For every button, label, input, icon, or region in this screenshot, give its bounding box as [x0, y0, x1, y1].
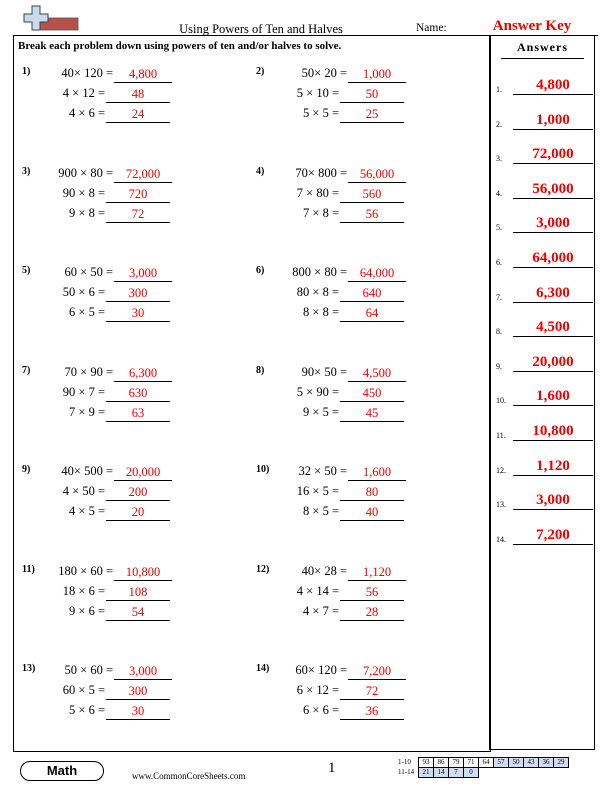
answer-blank[interactable]: 300 — [106, 286, 170, 302]
problem-number: 2) — [256, 66, 265, 77]
answer-number: 1. — [496, 85, 502, 94]
answer-row — [491, 145, 597, 165]
score-cell: 71 — [464, 758, 479, 768]
score-row-label: 1-10 — [398, 758, 411, 766]
score-row — [398, 768, 569, 778]
score-cell: 86 — [434, 758, 449, 768]
equation-expression: 90× 50 = — [301, 364, 347, 379]
answer-blank[interactable]: 64 — [340, 306, 404, 322]
equation-expression: 6 × 5 = — [69, 305, 105, 319]
answer-blank[interactable]: 64,000 — [348, 266, 406, 282]
answer-value[interactable]: 10,800 — [513, 423, 593, 441]
answer-blank[interactable]: 3,000 — [114, 664, 172, 680]
problem-number: 1) — [22, 66, 31, 77]
score-cell: 43 — [524, 758, 539, 768]
equation-expression: 50 × 6 = — [62, 285, 105, 299]
score-cell: 57 — [494, 758, 509, 768]
answer-blank[interactable]: 3,000 — [114, 266, 172, 282]
answer-blank[interactable]: 4,800 — [114, 67, 172, 83]
equation-line — [256, 604, 476, 622]
answer-number: 13. — [496, 500, 506, 510]
equation-expression: 16 × 5 = — [296, 484, 339, 498]
answer-value[interactable]: 3,000 — [513, 215, 593, 233]
equation-line — [22, 663, 242, 681]
answer-row — [491, 111, 597, 131]
answer-row — [491, 249, 597, 269]
equation-line — [256, 285, 476, 303]
equation-line — [256, 504, 476, 522]
answer-blank[interactable]: 200 — [106, 485, 170, 501]
answer-value[interactable]: 4,500 — [513, 319, 593, 337]
score-cell: 29 — [554, 758, 569, 768]
answers-title-rule — [501, 58, 584, 59]
problem-item — [22, 464, 242, 534]
answer-number: 8. — [496, 327, 502, 337]
score-cell: 7 — [449, 768, 464, 778]
answer-blank[interactable]: 720 — [106, 187, 170, 203]
answer-value[interactable]: 7,200 — [513, 527, 593, 545]
answer-blank[interactable]: 630 — [106, 386, 170, 402]
equation-line — [256, 106, 476, 124]
answer-number: 5. — [496, 223, 502, 233]
equation-expression: 900 × 80 = — [58, 165, 113, 180]
equation-expression: 90 × 7 = — [62, 384, 105, 399]
answer-blank[interactable]: 72 — [106, 207, 170, 223]
equation-line — [256, 484, 476, 502]
equation-expression: 60× 120 = — [295, 663, 347, 677]
answer-blank[interactable]: 72 — [340, 684, 404, 700]
equation-line — [22, 285, 242, 303]
equation-expression: 70× 800 = — [295, 165, 347, 180]
equation-expression: 50 × 60 = — [64, 663, 113, 677]
equation-line — [22, 504, 242, 522]
equation-expression: 70 × 90 = — [64, 364, 113, 379]
answer-number: 11. — [496, 431, 506, 440]
answer-blank[interactable]: 1,000 — [348, 67, 406, 83]
score-cell: 0 — [464, 768, 479, 778]
equation-line — [256, 365, 476, 383]
answer-value[interactable]: 1,000 — [513, 112, 593, 130]
answer-row — [491, 180, 597, 200]
answer-blank[interactable]: 54 — [106, 605, 170, 621]
equation-line — [256, 683, 476, 701]
answer-blank[interactable]: 72,000 — [114, 167, 172, 183]
equation-line — [256, 186, 476, 204]
problem-item — [256, 265, 476, 335]
equation-line — [22, 305, 242, 323]
score-cell: 64 — [479, 758, 494, 768]
problem-number: 10) — [256, 464, 270, 475]
equation-line — [22, 265, 242, 283]
answers-title: Answers — [517, 40, 568, 54]
equation-expression: 9 × 6 = — [69, 603, 105, 618]
equation-line — [22, 106, 242, 124]
equation-expression: 80 × 8 = — [296, 285, 339, 299]
equation-expression: 6 × 12 = — [296, 683, 339, 697]
instructions: Break each problem down using powers of ten and/or halves to solve. — [18, 40, 342, 52]
problem-item — [256, 564, 476, 634]
answer-number: 12. — [496, 465, 506, 475]
equation-line — [256, 663, 476, 681]
equation-line — [22, 186, 242, 204]
equation-expression: 60 × 50 = — [64, 265, 113, 279]
answer-row — [491, 526, 597, 546]
header — [0, 0, 612, 40]
problem-number: 13) — [22, 663, 36, 674]
answer-number: 6. — [496, 258, 502, 267]
answer-number: 2. — [496, 119, 502, 129]
answer-blank[interactable]: 48 — [106, 87, 170, 103]
answer-value[interactable]: 64,000 — [513, 250, 593, 268]
equation-expression: 5 × 90 = — [296, 384, 339, 399]
equation-expression: 5 × 5 = — [303, 106, 339, 120]
equation-expression: 6 × 6 = — [303, 703, 339, 717]
equation-line — [22, 206, 242, 224]
problem-item — [22, 365, 242, 435]
answer-blank[interactable]: 640 — [340, 286, 404, 302]
equation-line — [256, 66, 476, 84]
score-cell: 50 — [509, 758, 524, 768]
problem-number: 9) — [22, 464, 31, 475]
equation-line — [256, 305, 476, 323]
answer-row — [491, 387, 597, 407]
equation-line — [256, 86, 476, 104]
answer-blank[interactable]: 30 — [106, 704, 170, 720]
equation-line — [256, 584, 476, 602]
equation-line — [256, 385, 476, 403]
answer-blank[interactable]: 28 — [340, 605, 404, 621]
answer-row — [491, 318, 597, 338]
answer-blank[interactable]: 56,000 — [348, 167, 406, 183]
equation-expression: 9 × 5 = — [303, 404, 339, 419]
answer-blank[interactable]: 63 — [106, 406, 170, 422]
equation-expression: 40× 500 = — [61, 464, 113, 478]
equation-expression: 180 × 60 = — [58, 563, 113, 578]
equation-expression: 60 × 5 = — [62, 683, 105, 697]
equation-expression: 7 × 80 = — [296, 185, 339, 200]
answer-row — [491, 422, 597, 442]
answer-blank[interactable]: 36 — [340, 704, 404, 720]
equation-expression: 4 × 12 = — [62, 86, 105, 100]
equation-expression: 5 × 10 = — [296, 86, 339, 100]
score-cell: 14 — [434, 768, 449, 778]
answer-blank[interactable]: 30 — [106, 306, 170, 322]
equation-expression: 7 × 9 = — [69, 404, 105, 419]
score-cell: 79 — [449, 758, 464, 768]
equation-line — [22, 564, 242, 582]
equation-line — [22, 66, 242, 84]
score-cell: 21 — [419, 768, 434, 778]
name-label: Name: — [416, 22, 447, 34]
problem-item — [256, 365, 476, 435]
website-url[interactable]: www.CommonCoreSheets.com — [132, 771, 246, 781]
equation-expression: 8 × 5 = — [303, 504, 339, 518]
score-table — [398, 757, 569, 778]
answer-blank[interactable]: 450 — [340, 386, 404, 402]
answer-value[interactable]: 1,120 — [513, 458, 593, 476]
answer-value[interactable]: 56,000 — [513, 181, 593, 199]
problem-item — [22, 564, 242, 634]
equation-expression: 7 × 8 = — [303, 205, 339, 220]
equation-expression: 5 × 6 = — [69, 703, 105, 717]
problem-number: 4) — [256, 165, 265, 177]
equation-line — [22, 604, 242, 622]
equation-line — [22, 484, 242, 502]
answer-number: 10. — [496, 396, 506, 406]
answer-blank[interactable]: 108 — [106, 585, 170, 601]
equation-expression: 4 × 7 = — [303, 603, 339, 618]
equation-expression: 8 × 8 = — [303, 305, 339, 319]
equation-line — [22, 385, 242, 403]
equation-line — [256, 265, 476, 283]
problem-number: 7) — [22, 364, 31, 376]
equation-expression: 50× 20 = — [301, 66, 347, 80]
equation-line — [256, 703, 476, 721]
answer-number: 4. — [496, 188, 502, 198]
answer-value[interactable]: 20,000 — [513, 354, 593, 372]
score-cell: 93 — [419, 758, 434, 768]
answer-row — [491, 457, 597, 477]
answer-row — [491, 491, 597, 511]
problem-item — [22, 265, 242, 335]
score-row-label: 11-14 — [398, 768, 415, 776]
equation-line — [22, 683, 242, 701]
answer-blank[interactable]: 20 — [106, 505, 170, 521]
equation-expression: 32 × 50 = — [298, 464, 347, 478]
equation-line — [256, 206, 476, 224]
answer-row — [491, 76, 597, 96]
answer-blank[interactable]: 80 — [340, 485, 404, 501]
equation-line — [256, 464, 476, 482]
answer-blank[interactable]: 45 — [340, 406, 404, 422]
equation-line — [256, 166, 476, 184]
problem-item — [22, 66, 242, 136]
equation-line — [256, 564, 476, 582]
problem-number: 8) — [256, 364, 265, 376]
answer-value[interactable]: 4,800 — [513, 77, 593, 95]
answer-blank[interactable]: 56 — [340, 585, 404, 601]
equation-line — [256, 405, 476, 423]
answer-value[interactable]: 6,300 — [513, 285, 593, 303]
answer-blank[interactable]: 10,800 — [114, 565, 172, 581]
answer-blank[interactable]: 50 — [340, 87, 404, 103]
problem-item — [256, 66, 476, 136]
equation-expression: 800 × 80 = — [292, 265, 347, 279]
equation-expression: 40× 120 = — [61, 66, 113, 80]
problem-number: 11) — [22, 563, 35, 575]
equation-line — [22, 584, 242, 602]
answers-panel — [489, 35, 595, 750]
answer-value[interactable]: 72,000 — [513, 146, 593, 164]
problem-number: 3) — [22, 165, 31, 177]
score-cell: 36 — [539, 758, 554, 768]
equation-line — [22, 86, 242, 104]
equation-line — [22, 464, 242, 482]
problem-number: 14) — [256, 663, 270, 674]
answer-blank[interactable]: 1,600 — [348, 465, 406, 481]
subject-badge: Math — [20, 761, 104, 781]
answer-number: 9. — [496, 361, 502, 371]
equation-expression: 90 × 8 = — [62, 185, 105, 200]
equation-expression: 40× 28 = — [301, 563, 347, 578]
answer-blank[interactable]: 20,000 — [114, 465, 172, 481]
answer-value[interactable]: 1,600 — [513, 388, 593, 406]
answer-blank[interactable]: 40 — [340, 505, 404, 521]
equation-expression: 9 × 8 = — [69, 205, 105, 220]
answer-row — [491, 353, 597, 373]
page-number: 1 — [328, 760, 336, 776]
answer-blank[interactable]: 24 — [106, 107, 170, 123]
problem-item — [22, 663, 242, 733]
problem-item — [256, 166, 476, 236]
answer-row — [491, 214, 597, 234]
equation-line — [22, 703, 242, 721]
problem-number: 12) — [256, 563, 270, 575]
equation-line — [22, 405, 242, 423]
answer-blank[interactable]: 4,500 — [348, 366, 406, 382]
equation-expression: 18 × 6 = — [62, 583, 105, 598]
problem-number: 5) — [22, 265, 31, 276]
equation-line — [22, 166, 242, 184]
answer-row — [491, 284, 597, 304]
equation-expression: 4 × 14 = — [296, 583, 339, 598]
answer-blank[interactable]: 560 — [340, 187, 404, 203]
answer-number: 3. — [496, 154, 502, 164]
name-field[interactable]: Answer Key — [466, 18, 598, 36]
answer-blank[interactable]: 300 — [106, 684, 170, 700]
equation-expression: 4 × 50 = — [62, 484, 105, 498]
answer-blank[interactable]: 7,200 — [348, 664, 406, 680]
answer-number: 7. — [496, 292, 502, 302]
answer-blank[interactable]: 25 — [340, 107, 404, 123]
problem-number: 6) — [256, 265, 265, 276]
answer-value[interactable]: 3,000 — [513, 492, 593, 510]
answer-number: 14. — [496, 534, 506, 544]
equation-line — [22, 365, 242, 383]
problem-item — [256, 663, 476, 733]
score-row — [398, 758, 569, 768]
answer-blank[interactable]: 6,300 — [114, 366, 172, 382]
equation-expression: 4 × 5 = — [69, 504, 105, 518]
problem-item — [22, 166, 242, 236]
problem-item — [256, 464, 476, 534]
answer-blank[interactable]: 1,120 — [348, 565, 406, 581]
equation-expression: 4 × 6 = — [69, 106, 105, 120]
answer-blank[interactable]: 56 — [340, 207, 404, 223]
worksheet-title: Using Powers of Ten and Halves — [179, 22, 343, 36]
